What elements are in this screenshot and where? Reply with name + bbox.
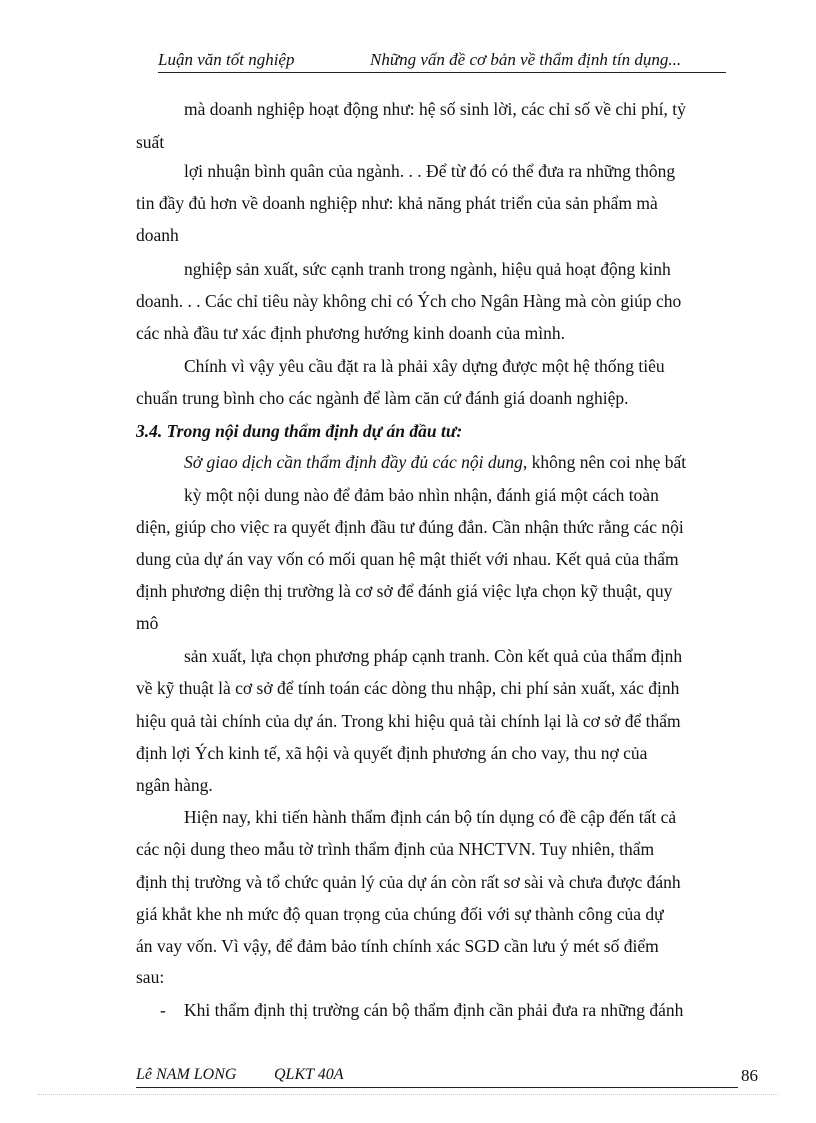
body-line: lợi nhuận bình quân của ngành. . . Để từ đó có thể đưa ra những thông bbox=[184, 161, 676, 181]
body-line: tin đầy đủ hơn về doanh nghiệp như: khả năng phát triển của sản phẩm mà bbox=[136, 193, 658, 213]
body-line: sau: bbox=[136, 967, 165, 987]
bullet-item-text: Khi thẩm định thị trường cán bộ thẩm định cần phải đưa ra những đánh bbox=[184, 1000, 684, 1020]
body-line: dung của dự án vay vốn có mối quan hệ mật thiết với nhau. Kết quả của thẩm bbox=[136, 549, 679, 569]
body-line: định phương diện thị trường là cơ sở để đánh giá việc lựa chọn kỹ thuật, quy bbox=[136, 581, 673, 601]
running-footer bbox=[136, 1066, 758, 1088]
body-line: mô bbox=[136, 613, 159, 633]
body-line: giá khắt khe nh mức độ quan trọng của chúng đối với sự thành công của dự bbox=[136, 904, 664, 924]
body-line: sản xuất, lựa chọn phương pháp cạnh tranh. Còn kết quả của thẩm định bbox=[184, 646, 683, 666]
body-line: các nhà đầu tư xác định phương hướng kinh doanh của mình. bbox=[136, 323, 565, 343]
body-line: án vay vốn. Vì vậy, để đảm bảo tính chính xác SGD cần lưu ý mét số điểm bbox=[136, 936, 659, 956]
body-line-rest: , không nên coi nhẹ bất bbox=[522, 452, 687, 472]
page-number: 86 bbox=[741, 1066, 758, 1085]
header-topic-title: Những vấn đề cơ bản về thẩm định tín dụng... bbox=[370, 50, 682, 69]
section-heading: 3.4. Trong nội dung thẩm định dự án đầu tư: bbox=[136, 421, 463, 441]
body-line: các nội dung theo mẫu tờ trình thẩm định của NHCTVN. Tuy nhiên, thẩm bbox=[136, 839, 655, 859]
body-line: hiệu quả tài chính của dự án. Trong khi hiệu quả tài chính lại là cơ sở để thẩm bbox=[136, 711, 681, 731]
body-line: nghiệp sản xuất, sức cạnh tranh trong ngành, hiệu quả hoạt động kinh bbox=[184, 259, 671, 279]
body-line: diện, giúp cho việc ra quyết định đầu tư đúng đắn. Cần nhận thức rằng các nội bbox=[136, 517, 684, 537]
body-line bbox=[184, 451, 686, 473]
body-line: mà doanh nghiệp hoạt động như: hệ số sinh lời, các chỉ số về chi phí, tỷ bbox=[184, 99, 686, 119]
body-line: về kỹ thuật là cơ sở để tính toán các dòng thu nhập, chi phí sản xuất, xác định bbox=[136, 678, 680, 698]
body-line: doanh. . . Các chỉ tiêu này không chỉ có Ých cho Ngân Hàng mà còn giúp cho bbox=[136, 291, 682, 311]
body-line: chuẩn trung bình cho các ngành để làm căn cứ đánh giá doanh nghiệp. bbox=[136, 388, 629, 408]
header-thesis-label: Luận văn tốt nghiệp bbox=[158, 50, 295, 69]
footer-author: Lê NAM LONG bbox=[136, 1066, 237, 1083]
running-header bbox=[158, 50, 726, 73]
italic-phrase: Sở giao dịch cần thẩm định đầy đủ các nội dung bbox=[184, 452, 523, 472]
body-line: định thị trường và tổ chức quản lý của dự án còn rất sơ sài và chưa được đánh bbox=[136, 872, 681, 892]
body-line: định lợi Ých kinh tế, xã hội và quyết định phương án cho vay, thu nợ của bbox=[136, 743, 648, 763]
body-line: Chính vì vậy yêu cầu đặt ra là phải xây dựng được một hệ thống tiêu bbox=[184, 356, 665, 376]
footer-class: QLKT 40A bbox=[274, 1066, 344, 1083]
body-line: suất bbox=[136, 132, 165, 152]
bullet-dash: - bbox=[160, 1000, 166, 1020]
body-line: kỳ một nội dung nào để đảm bảo nhìn nhận, đánh giá một cách toàn bbox=[184, 485, 659, 505]
body-line: Hiện nay, khi tiến hành thẩm định cán bộ tín dụng có đề cập đến tất cả bbox=[184, 807, 677, 827]
page-border bbox=[38, 1094, 778, 1095]
body-line: doanh bbox=[136, 225, 179, 245]
body-line: ngân hàng. bbox=[136, 775, 213, 795]
